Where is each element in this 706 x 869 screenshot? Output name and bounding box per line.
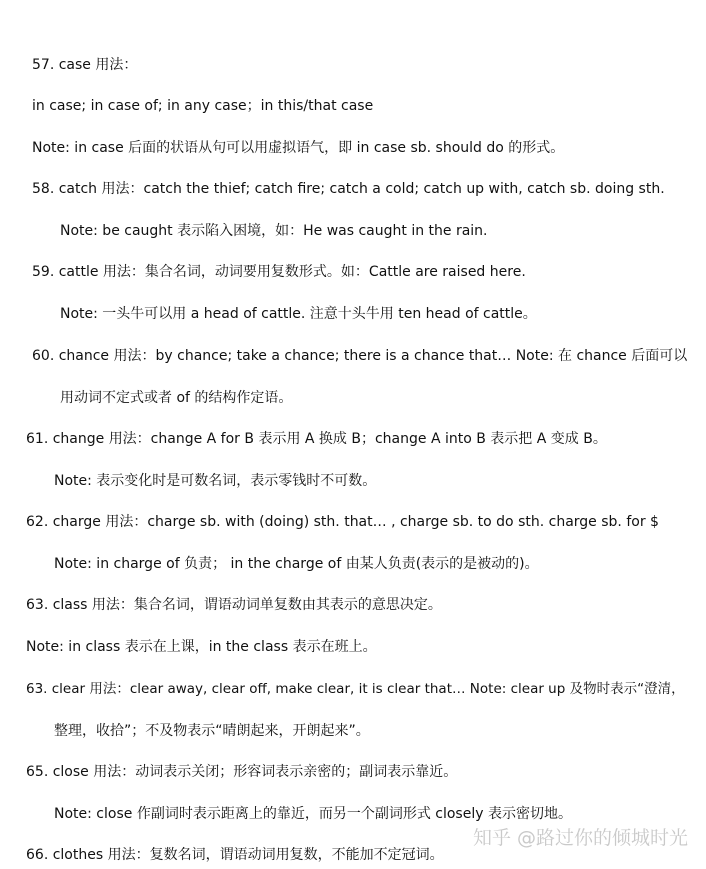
entry-63-class-heading: 63. class 用法：集合名词，谓语动词单复数由其表示的意思决定。 [26,597,442,613]
entry-62-heading: 62. charge 用法：charge sb. with (doing) sth. that… , charge sb. to do sth. charge sb. for $ [26,514,659,530]
watermark: 知乎 @路过你的倾城时光 [472,827,688,849]
entry-60-continuation: 用动词不定式或者 of 的结构作定语。 [60,390,293,406]
entry-60-heading: 60. chance 用法：by chance; take a chance; there is a chance that… Note: 在 chance 后面可以 [32,348,688,364]
entry-63-clear-heading: 63. clear 用法：clear away, clear off, make clear, it is clear that… Note: clear up 及物时表示“澄清， [26,681,685,697]
entry-61-note: Note: 表示变化时是可数名词，表示零钱时不可数。 [54,473,377,489]
entry-65-note: Note: close 作副词时表示距离上的靠近，而另一个副词形式 closely 表示密切地。 [54,806,572,822]
entry-62-note: Note: in charge of 负责； in the charge of 由某人负责(表示的是被动的)。 [54,556,539,572]
entry-57-usage: in case; in case of; in any case；in this/that case [32,98,374,114]
entry-58-heading: 58. catch 用法：catch the thief; catch fire; catch a cold; catch up with, catch sb. doing sth. [32,181,665,197]
entry-66-heading: 66. clothes 用法：复数名词，谓语动词用复数，不能加不定冠词。 [26,847,444,863]
entry-58-note: Note: be caught 表示陷入困境，如：He was caught in the rain. [60,223,488,239]
entry-59-heading: 59. cattle 用法：集合名词，动词要用复数形式。如：Cattle are raised here. [32,264,526,280]
entry-63-class-note: Note: in class 表示在上课，in the class 表示在班上。 [26,639,377,655]
entry-57-heading: 57. case 用法： [32,57,138,73]
entry-61-heading: 61. change 用法：change A for B 表示用 A 换成 B；change A into B 表示把 A 变成 B。 [26,431,607,447]
entry-57-note: Note: in case 后面的状语从句可以用虚拟语气，即 in case sb. should do 的形式。 [32,140,565,156]
entry-65-heading: 65. close 用法：动词表示关闭；形容词表示亲密的；副词表示靠近。 [26,764,458,780]
entry-59-note: Note: 一头牛可以用 a head of cattle. 注意十头牛用 ten head of cattle。 [60,306,537,322]
entry-63-clear-continuation: 整理，收拾”；不及物表示“晴朗起来，开朗起来”。 [54,723,370,739]
